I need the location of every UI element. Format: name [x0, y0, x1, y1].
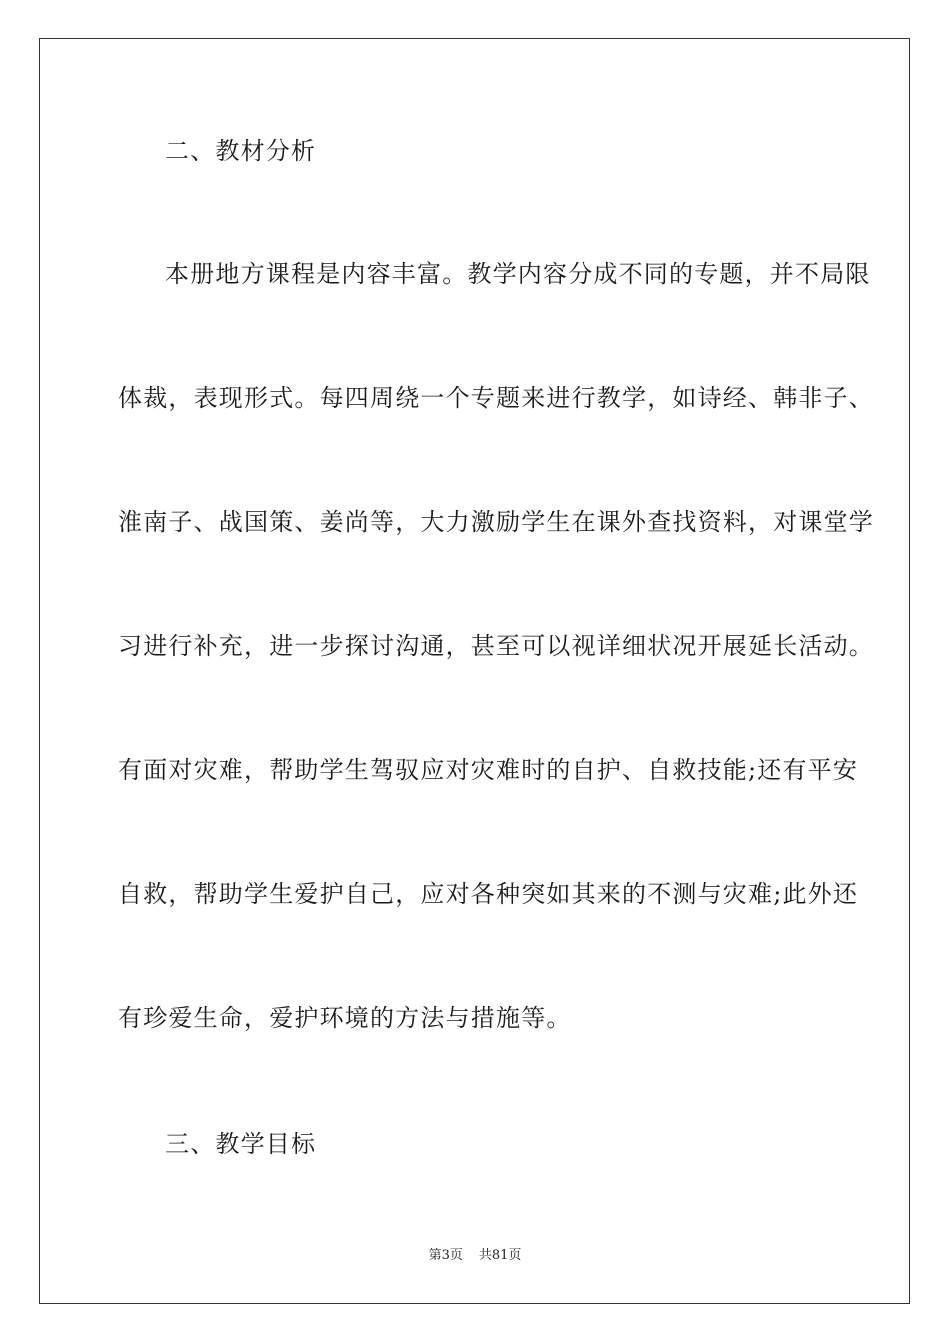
paragraph-line-5: 有面对灾难，帮助学生驾驭应对灾难时的自护、自救技能;还有平安 — [118, 756, 859, 784]
page-number: 第3页 — [428, 1248, 463, 1263]
paragraph-line-2: 体裁，表现形式。每四周绕一个专题来进行教学，如诗经、韩非子、 — [118, 384, 874, 412]
paragraph-line-1: 本册地方课程是内容丰富。教学内容分成不同的专题，并不局限 — [165, 260, 871, 288]
page-total: 共81页 — [478, 1248, 522, 1263]
section-heading-materials: 二、教材分析 — [165, 137, 317, 165]
paragraph-line-7: 有珍爱生命，爱护环境的方法与措施等。 — [118, 1004, 572, 1032]
paragraph-line-3: 淮南子、战国策、姜尚等，大力激励学生在课外查找资料，对课堂学 — [118, 508, 874, 536]
paragraph-line-6: 自救，帮助学生爱护自己，应对各种突如其来的不测与灾难;此外还 — [118, 880, 859, 908]
paragraph-line-4: 习进行补充，进一步探讨沟通，甚至可以视详细状况开展延长活动。 — [118, 632, 874, 660]
section-heading-goals: 三、教学目标 — [165, 1130, 317, 1158]
page-border — [39, 38, 910, 1304]
page-footer — [0, 1247, 950, 1265]
